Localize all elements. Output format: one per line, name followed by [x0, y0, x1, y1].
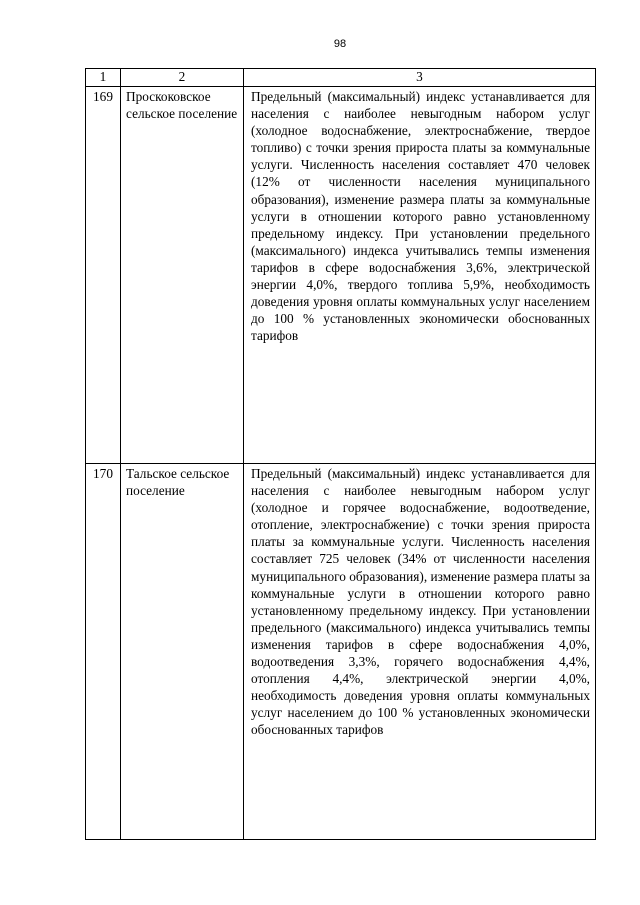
index-description: Предельный (максимальный) индекс устанавливается для населения с наиболее невыгодным набором услуг (холодное водоснабжение, электроснабжение, твердое топливо) с точки зрения прироста платы за коммунальные услуги. Численность населения составляет 470 человек (12% от численности населения муниципального образования), изменение размера платы за коммунальные услуги в отношении которого равно установленному предельному индексу. При установлении предельного (максимального) индекса учитывались темпы изменения тарифов в сфере водоснабжения 3,6%, электрической энергии 4,0%, твердого топлива 5,9%, необходимость доведения уровня оплаты коммунальных услуг населением до 100 % установленных экономически обоснованных тарифов	[244, 87, 596, 464]
column-header-2: 2	[121, 69, 244, 87]
tariff-index-table	[85, 68, 596, 840]
column-header-3: 3	[244, 69, 596, 87]
column-header-1: 1	[86, 69, 121, 87]
page-number: 98	[333, 38, 347, 50]
row-number: 169	[86, 87, 121, 464]
table-row	[86, 87, 596, 464]
settlement-name: Проскоковское сельское поселение	[121, 87, 244, 464]
table-header-row	[86, 69, 596, 87]
settlement-name: Тальское сельское поселение	[121, 464, 244, 840]
table-row	[86, 464, 596, 840]
index-description: Предельный (максимальный) индекс устанавливается для населения с наиболее невыгодным набором услуг (холодное и горячее водоснабжение, водоотведение, отопление, электроснабжение) с точки зрения прироста платы за коммунальные услуги. Численность населения составляет 725 человек (34% от численности населения муниципального образования), изменение размера платы за коммунальные услуги в отношении которого равно установленному предельному индексу. При установлении предельного (максимального) индекса учитывались темпы изменения тарифов в сфере водоснабжения 4,0%, водоотведения 3,3%, горячего водоснабжения 4,4%, отопления 4,4%, электрической энергии 4,0%, необходимость доведения уровня оплаты коммунальных услуг населением до 100 % установленных экономически обоснованных тарифов	[244, 464, 596, 840]
row-number: 170	[86, 464, 121, 840]
